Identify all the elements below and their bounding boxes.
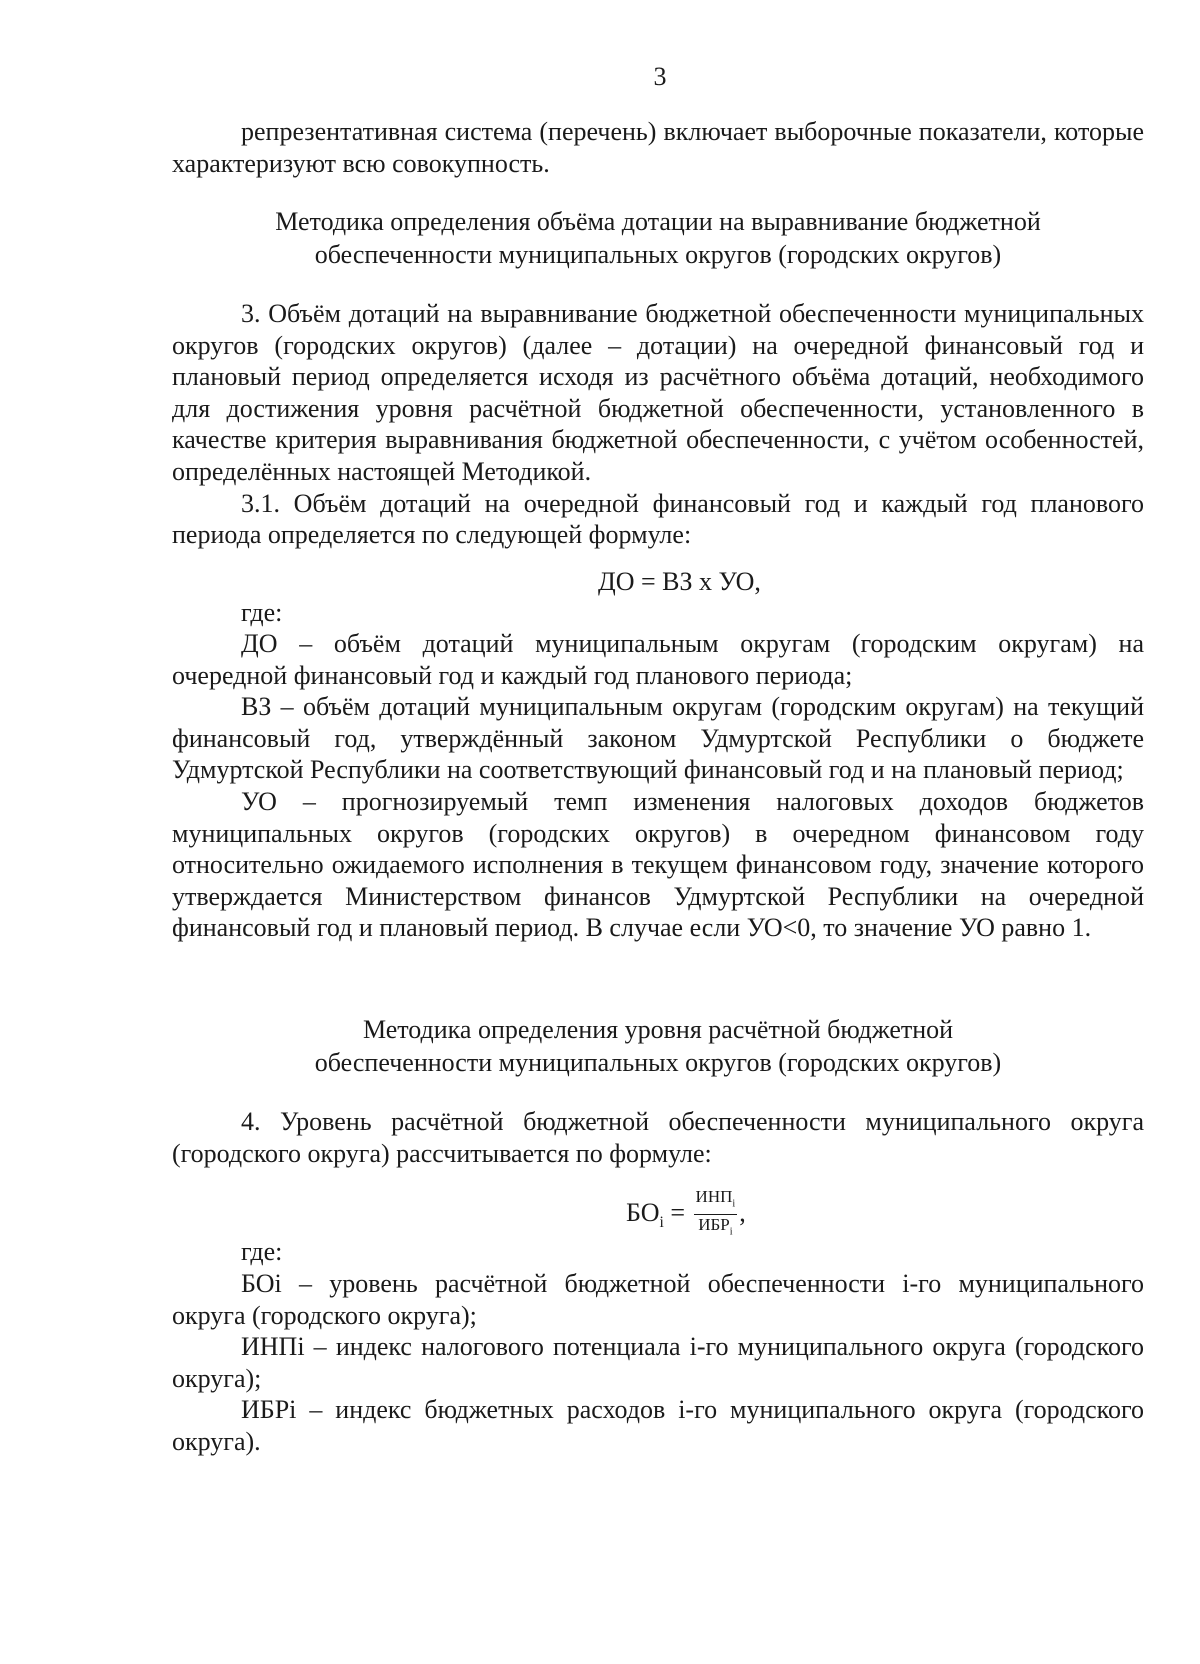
paragraph-4: 4. Уровень расчётной бюджетной обеспеченности муниципального округа (городского округа) рассчитывается по формуле: [172, 1107, 1144, 1168]
intro-block [172, 116, 1144, 179]
section1-heading-line2: обеспеченности муниципальных округов (городских округов) [314, 240, 1002, 269]
numerator-text: ИНП [695, 1187, 733, 1206]
section2-body [172, 1106, 1144, 1169]
denominator-text: ИБР [698, 1215, 730, 1235]
formula-bo-fraction [694, 1188, 738, 1242]
where-label-2: где: [241, 1237, 283, 1266]
paragraph-3-1: 3.1. Объём дотаций на очередной финансовый год и каждый год планового периода определяется по следующей формуле: [172, 488, 1144, 550]
section2-heading-line1: Методика определения уровня расчётной бюджетной [362, 1015, 954, 1044]
section1-heading-line1: Методика определения объёма дотации на выравнивание бюджетной [275, 207, 1041, 236]
definition-bo: БОi – уровень расчётной бюджетной обеспеченности i-го муниципального округа (городского округа); [172, 1269, 1144, 1330]
paragraph-3: 3. Объём дотаций на выравнивание бюджетной обеспеченности муниципальных округов (городских округов) (далее – дотации) на очередной финансовый год и плановый период определяется исходя из расчётного объёма дотаций, необходимого для достижения уровня расчётной бюджетной обеспеченности, установленного в качестве критерия выравнивания бюджетной обеспеченности, с учётом особенностей, определённых настоящей Методикой. [172, 299, 1144, 486]
formula-denominator [694, 1215, 738, 1241]
definition-vz: ВЗ – объём дотаций муниципальным округам (городским округам) на текущий финансовый год, утверждённый законом Удмуртской Республики о бюджете Удмуртской Республики на соответствующий финансовый год и на плановый период; [172, 692, 1144, 785]
page-number: 3 [653, 62, 667, 91]
formula-numerator [694, 1188, 738, 1215]
numerator-sub: i [732, 1198, 736, 1210]
formula-bo-sub: i [659, 1214, 664, 1232]
formula-bo-tail: , [739, 1197, 746, 1227]
formula-bo-eq: = [663, 1197, 692, 1227]
definition-ibr: ИБРi – индекс бюджетных расходов i-го муниципального округа (городского округа). [172, 1395, 1144, 1456]
section1-definitions [172, 628, 1144, 944]
formula-bo [626, 1188, 746, 1242]
definition-uo: УО – прогнозируемый темп изменения налоговых доходов бюджетов муниципальных округов (городских округов) в очередном финансовом году относительно ожидаемого исполнения в текущем финансовом году, значение которого утверждается Министерством финансов Удмуртской Республики на очередной финансовый год и плановый период. В случае если УО<0, то значение УО равно 1. [172, 786, 1144, 943]
section2-definitions [172, 1268, 1144, 1458]
where-label-1: где: [241, 598, 283, 627]
formula-bo-lhs: БО [626, 1197, 660, 1227]
definition-inp: ИНПi – индекс налогового потенциала i-го муниципального округа (городского округа); [172, 1332, 1144, 1393]
section2-heading-line2: обеспеченности муниципальных округов (городских округов) [314, 1048, 1002, 1077]
definition-do: ДО – объём дотаций муниципальным округам (городским округам) на очередной финансовый год и каждый год планового периода; [172, 629, 1144, 690]
section1-heading [172, 205, 1144, 271]
section2-heading [172, 1013, 1144, 1079]
formula-do: ДО = ВЗ х УО, [598, 567, 761, 596]
intro-paragraph: репрезентативная система (перечень) включает выборочные показатели, которые характеризуют всю совокупность. [172, 117, 1144, 178]
section1-body [172, 298, 1144, 551]
denominator-sub: i [729, 1226, 733, 1238]
